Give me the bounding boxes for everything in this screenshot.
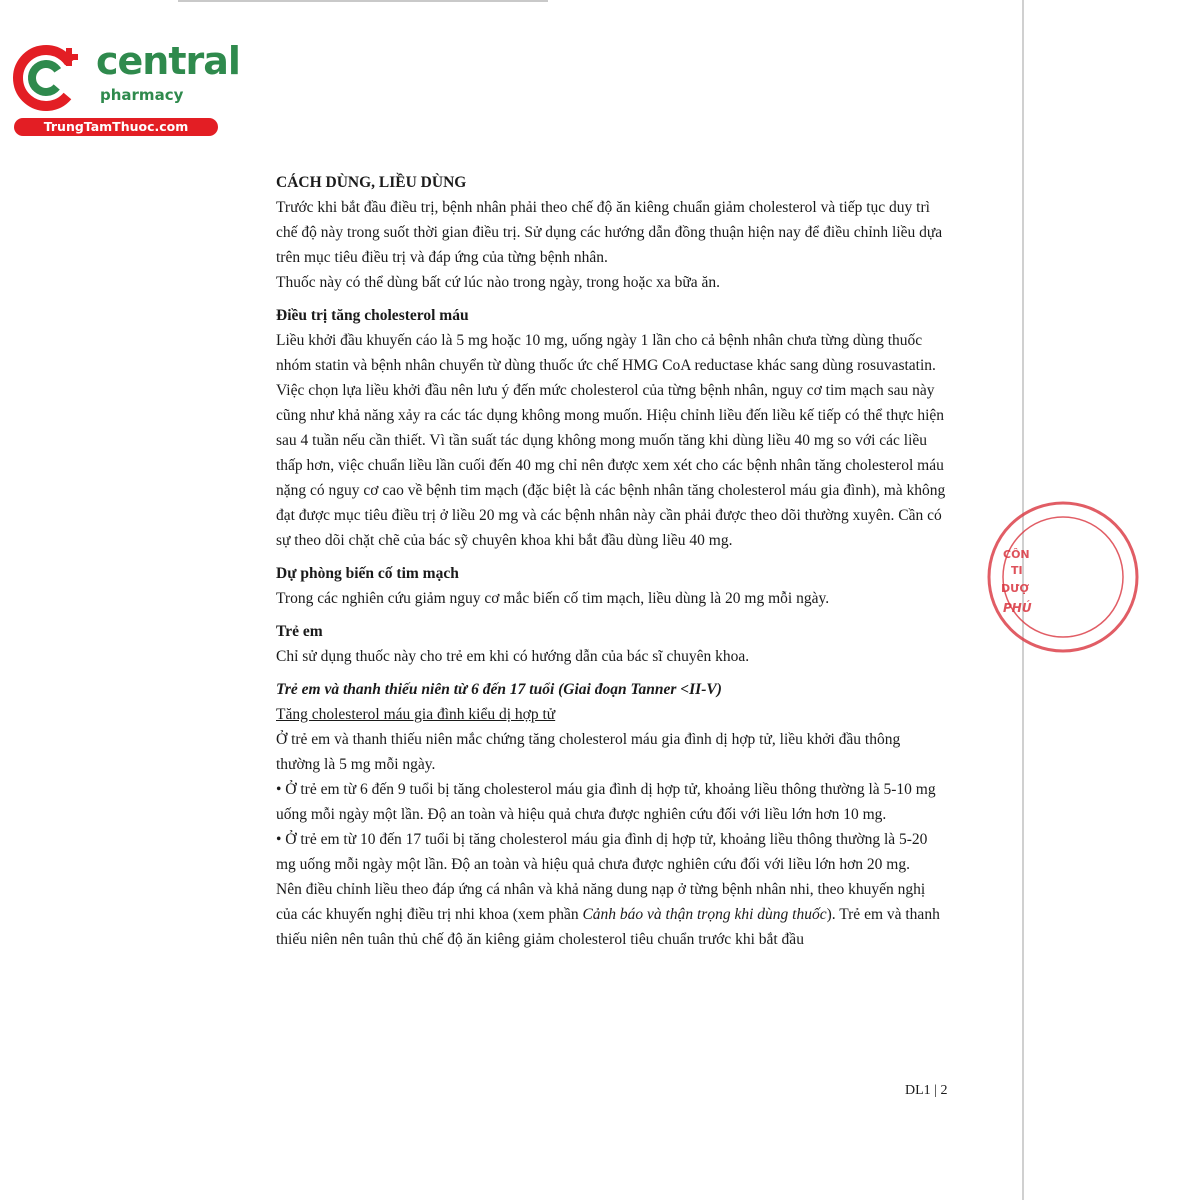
svg-text:CÔN: CÔN xyxy=(1003,548,1030,561)
closing-text: Nên điều chỉnh liều theo đáp ứng cá nhân và khả năng dung nạp ở từng bệnh nhân nhi, theo khuyến nghị của các khuyến nghị điều trị nhi khoa (xem phần xyxy=(276,881,926,923)
logo-name: central xyxy=(96,39,240,83)
page-number: DL1 | 2 xyxy=(905,1083,948,1098)
section-subheading: Tăng cholesterol máu gia đình kiểu dị hợp tử xyxy=(276,706,556,723)
section-heading: Trẻ em và thanh thiếu niên từ 6 đến 17 tuổi (Giai đoạn Tanner <II-V) xyxy=(276,681,722,698)
company-stamp xyxy=(985,502,1032,652)
section-paragraph: Ở trẻ em và thanh thiếu niên mắc chứng tăng cholesterol máu gia đình dị hợp tử, liều khởi đầu thông thường là 5 mg mỗi ngày. xyxy=(276,731,901,773)
cross-reference-text: Cảnh báo và thận trọng khi dùng thuốc xyxy=(582,906,827,923)
document-body xyxy=(276,170,948,952)
svg-text:DƯỢ: DƯỢ xyxy=(1001,582,1029,595)
section-paragraph: Trong các nghiên cứu giảm nguy cơ mắc biến cố tim mạch, liều dùng là 20 mg mỗi ngày. xyxy=(276,590,830,607)
logo-url[interactable]: TrungTamThuoc.com xyxy=(14,118,218,136)
closing-paragraph xyxy=(276,877,948,952)
logo-icon xyxy=(10,38,90,118)
intro-paragraph: Trước khi bắt đầu điều trị, bệnh nhân phải theo chế độ ăn kiêng chuẩn giảm cholesterol và tiếp tục duy trì chế độ này trong suốt thời gian điều trị. Sử dụng các hướng dẫn đồng thuận hiện nay để điều chỉnh liều dựa trên mục tiêu điều trị và đáp ứng của từng bệnh nhân. xyxy=(276,199,943,266)
section-paragraph: Liều khởi đầu khuyến cáo là 5 mg hoặc 10 mg, uống ngày 1 lần cho cả bệnh nhân chưa từng dùng thuốc nhóm statin và bệnh nhân chuyển từ dùng thuốc ức chế HMG CoA reductase khác sang dùng rosuvastatin. Việc chọn lựa liều khởi đầu nên lưu ý đến mức cholesterol của từng bệnh nhân, nguy cơ tim mạch sau này cũng như khả năng xảy ra các tác dụng không mong muốn. Hiệu chỉnh liều đến liều kế tiếp có thể thực hiện sau 4 tuần nếu cần thiết. Vì tần suất tác dụng không mong muốn tăng khi dùng liều 40 mg so với các liều thấp hơn, việc chuẩn liều lần cuối đến 40 mg chỉ nên được xem xét cho các bệnh nhân tăng cholesterol máu nặng có nguy cơ cao về bệnh tim mạch (đặc biệt là các bệnh nhân tăng cholesterol máu gia đình), mà không đạt được mục tiêu điều trị ở liều 20 mg và các bệnh nhân này cần phải được theo dõi thường xuyên. Cần có sự theo dõi chặt chẽ của bác sỹ chuyên khoa khi bắt đầu dùng liều 40 mg. xyxy=(276,332,946,549)
section-heading: Dự phòng biến cố tim mạch xyxy=(276,565,459,582)
brand-logo[interactable] xyxy=(10,38,240,138)
svg-text:PHÚ: PHÚ xyxy=(1003,601,1032,615)
closing-text-end: ). Trẻ em và thanh thiếu niên nên tuân thủ chế độ ăn kiêng giảm cholesterol tiêu chuẩn trước khi bắt đầu xyxy=(276,906,940,948)
section-paragraph: Chỉ sử dụng thuốc này cho trẻ em khi có hướng dẫn của bác sĩ chuyên khoa. xyxy=(276,648,750,665)
section-heading: Điều trị tăng cholesterol máu xyxy=(276,307,469,324)
page-title: CÁCH DÙNG, LIỀU DÙNG xyxy=(276,174,467,191)
svg-text:TI: TI xyxy=(1011,564,1023,577)
logo-subtitle: pharmacy xyxy=(100,86,184,104)
intro-paragraph-2: Thuốc này có thể dùng bất cứ lúc nào trong ngày, trong hoặc xa bữa ăn. xyxy=(276,274,721,291)
bullet-item: • Ở trẻ em từ 10 đến 17 tuổi bị tăng cholesterol máu gia đình dị hợp tử, khoảng liều thông thường là 5-20 mg uống mỗi ngày một lần. Độ an toàn và hiệu quả chưa được nghiên cứu đối với liều lớn hơn 20 mg. xyxy=(276,831,928,873)
scan-edge-top xyxy=(178,0,548,2)
section-heading: Trẻ em xyxy=(276,623,323,640)
bullet-item: • Ở trẻ em từ 6 đến 9 tuổi bị tăng cholesterol máu gia đình dị hợp tử, khoảng liều thông thường là 5-10 mg uống mỗi ngày một lần. Độ an toàn và hiệu quả chưa được nghiên cứu đối với liều lớn hơn 10 mg. xyxy=(276,781,936,823)
